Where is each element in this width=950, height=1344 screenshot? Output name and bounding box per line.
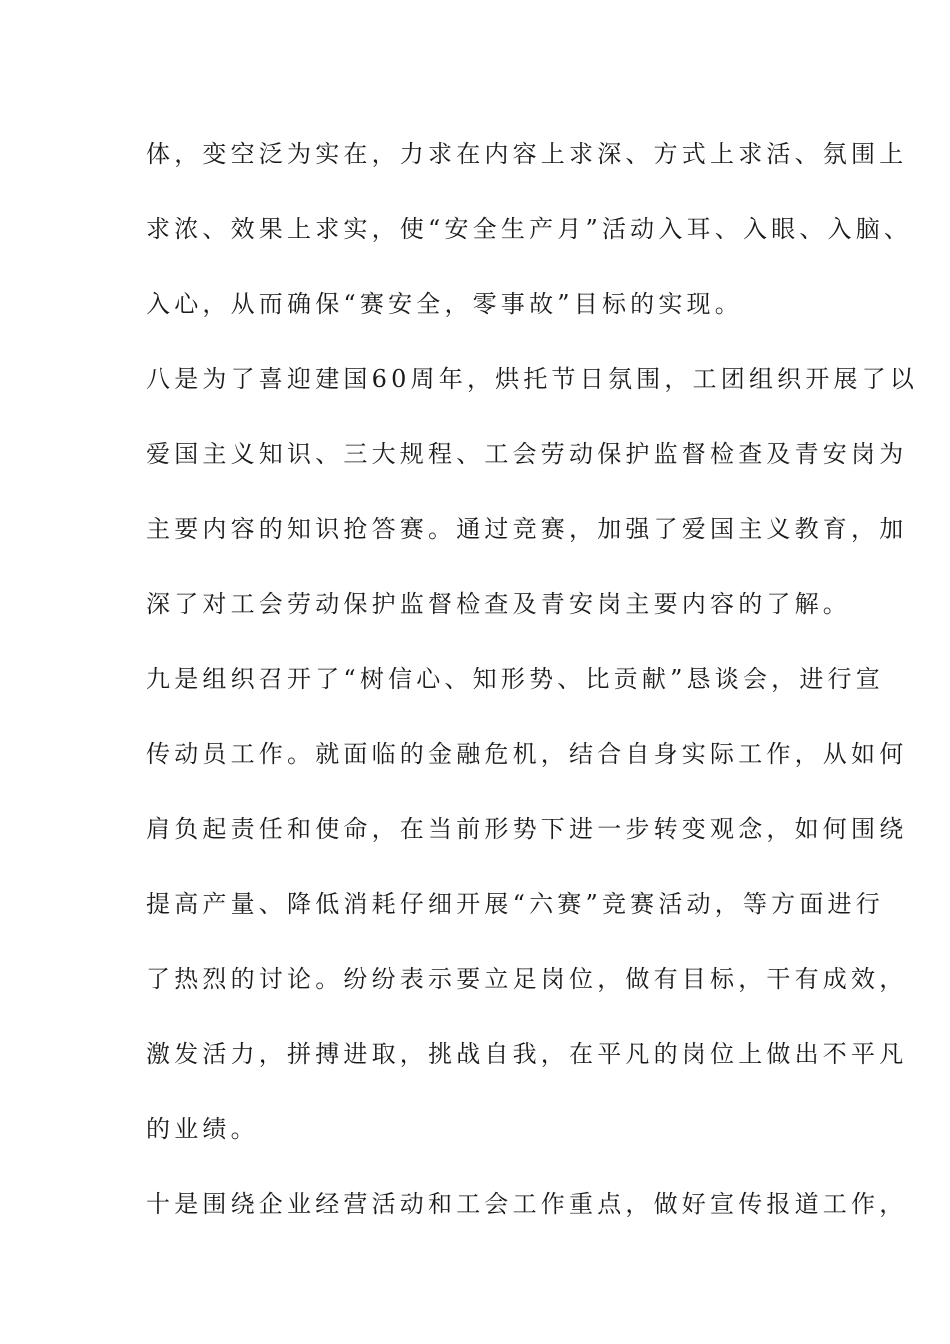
text-line: 入心，从而确保“赛安全，零事故”目标的实现。 (146, 290, 743, 318)
text-line: 九是组织召开了“树信心、知形势、比贡献”恳谈会，进行宣 (146, 665, 884, 693)
text-line: 深了对工会劳动保护监督检查及青安岗主要内容的了解。 (146, 590, 851, 618)
text-line: 求浓、效果上求实，使“安全生产月”活动入耳、入眼、入脑、 (146, 215, 913, 243)
text-line: 肩负起责任和使命，在当前形势下进一步转变观念，如何围绕 (146, 815, 908, 843)
text-line: 的业绩。 (146, 1115, 259, 1143)
text-line: 提高产量、降低消耗仔细开展“六赛”竞赛活动，等方面进行 (146, 890, 884, 918)
text-line: 主要内容的知识抢答赛。通过竞赛，加强了爱国主义教育，加 (146, 515, 908, 543)
text-line: 十是围绕企业经营活动和工会工作重点，做好宣传报道工作， (146, 1190, 908, 1218)
text-line: 了热烈的讨论。纷纷表示要立足岗位，做有目标，干有成效， (146, 965, 908, 993)
text-line: 传动员工作。就面临的金融危机，结合自身实际工作，从如何 (146, 740, 908, 768)
text-line: 八是为了喜迎建国60周年，烘托节日氛围，工团组织开展了以 (146, 365, 919, 393)
text-line: 体，变空泛为实在，力求在内容上求深、方式上求活、氛围上 (146, 140, 908, 168)
text-line: 激发活力，拼搏进取，挑战自我，在平凡的岗位上做出不平凡 (146, 1040, 908, 1068)
text-line: 爱国主义知识、三大规程、工会劳动保护监督检查及青安岗为 (146, 440, 908, 468)
